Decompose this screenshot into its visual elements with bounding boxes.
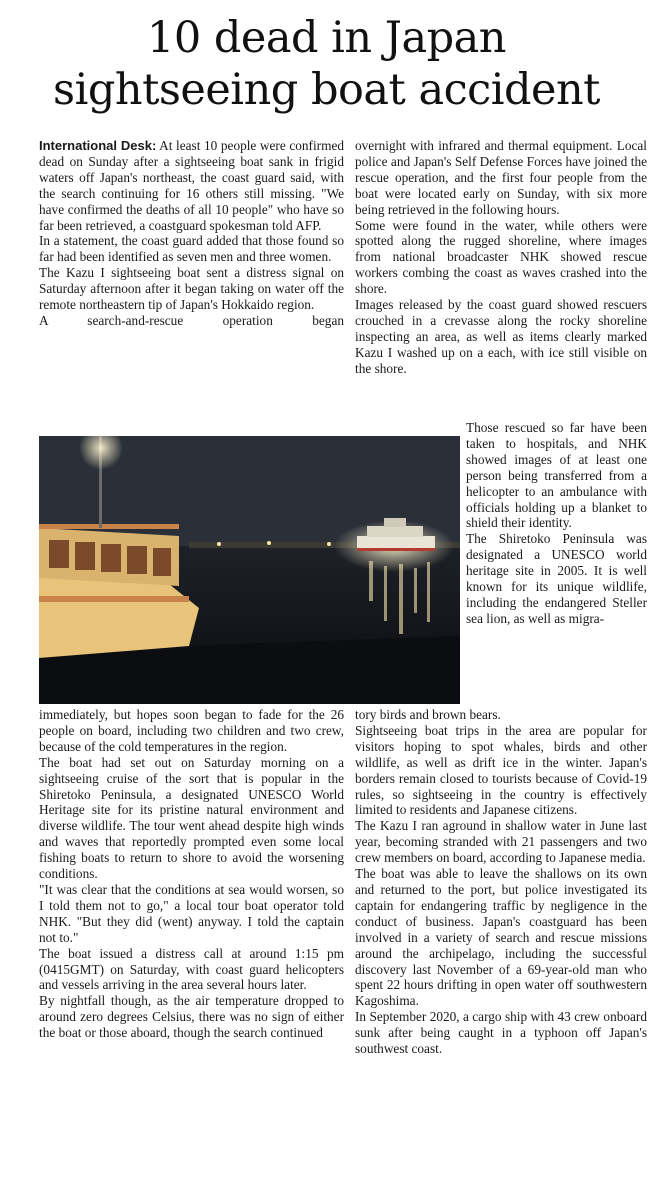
article-column-left-bottom [39, 707, 344, 1041]
paragraph: International Desk: At least 10 people were confirmed dead on Sunday after a sightseeing boat sank in frigid waters off Japan's northeast, the coast guard said, with the search continuing for 16 others still missing. "We have confirmed the deaths of all 10 people" who have so far been retrieved, a coastguard spokesman told AFP. [39, 138, 344, 233]
paragraph: "It was clear that the conditions at sea would worsen, so I told them not to go," a local tour boat operator told NHK. "But they did (went) anyway. I told the captain not to." [39, 881, 344, 945]
headline [10, 12, 643, 116]
paragraph: A search-and-rescue operation began [39, 312, 344, 328]
paragraph: Some were found in the water, while others were spotted along the rugged shoreline, where images from national broadcaster NHK showed rescue workers combing the coast as waves crashed into the shore. [355, 217, 647, 297]
tour-boat-trim [39, 596, 189, 602]
paragraph: overnight with infrared and thermal equipment. Local police and Japan's Self Defense Forces have joined the rescue operation, and the first four people from the boat were located early on Sunday, with six more being retrieved in the following hours. [355, 138, 647, 217]
paragraph: The Shiretoko Peninsula was designated a UNESCO world heritage site in 2005. It is well known for its unique wildlife, including the endangered Steller sea lion, as well as migra- [466, 531, 647, 626]
paragraph: The boat was able to leave the shallows on its own and returned to the port, but police investigated its captain for endangering traffic by negligence in the conduct of business. Japan's coastguard has been involved in a variety of search and rescue missions around the archipelago, including the successful discovery last November of a 69-year-old man who spent 22 hours drifting in open water off southwestern Kagoshima. [355, 866, 647, 1009]
paragraph: In September 2020, a cargo ship with 43 crew onboard sunk after being caught in a typhoon off Japan's southwest coast. [355, 1009, 647, 1057]
ferry-hull [357, 536, 435, 550]
shore-light [327, 542, 331, 546]
shore-light [267, 541, 271, 545]
shore-light [217, 542, 221, 546]
paragraph: Sightseeing boat trips in the area are popular for visitors hoping to spot whales, birds and other wildlife, as well as drift ice in the winter. Japan's borders remain closed to tourists because of Covid-19 rules, so sightseeing in the country is effectively limited to residents and Japanese citizens. [355, 722, 647, 818]
paragraph: By nightfall though, as the air temperature dropped to around zero degrees Celsius, there was no sign of either the boat or those aboard, though the search continued [39, 993, 344, 1041]
paragraph: Images released by the coast guard showed rescuers crouched in a crevasse along the rocky shoreline inspecting an area, as well as items clearly marked Kazu I washed up on a each, with ice still visible on the shore. [355, 297, 647, 376]
ferry-bridge [384, 518, 406, 527]
paragraph: The boat issued a distress call at around 1:15 pm (0415GMT) on Saturday, with coast guard helicopters and vessels arriving in the area several hours later. [39, 945, 344, 993]
paragraph: immediately, but hopes soon began to fade for the 26 people on board, including two children and two crew, because of the cold temperatures in the region. [39, 707, 344, 754]
paragraph: The Kazu I sightseeing boat sent a distress signal on Saturday afternoon after it began taking on water off the remote northeastern tip of Japan's Hokkaido region. [39, 265, 344, 313]
headline-line-2: sightseeing boat accident [53, 65, 600, 115]
headline-line-1: 10 dead in Japan [146, 13, 507, 63]
paragraph: In a statement, the coast guard added that those found so far had been identified as seven men and three women. [39, 233, 344, 265]
article-column-right-bottom [355, 707, 647, 1057]
tour-boat-rail [39, 524, 179, 529]
article-column-right-mid [466, 420, 647, 627]
article-column-left-top [39, 138, 344, 329]
boat-harbor-photo [39, 436, 460, 704]
ferry-stripe [357, 548, 435, 551]
paragraph: tory birds and brown bears. [355, 707, 501, 722]
photo-illustration [39, 436, 460, 704]
dateline: International Desk: [39, 138, 157, 153]
paragraph: Those rescued so far have been taken to hospitals, and NHK showed images of at least one person being transferred from a helicopter to an ambulance with officials holding up a blanket to shield their identity. [466, 420, 647, 531]
ferry-deck [367, 526, 423, 537]
paragraph: The boat had set out on Saturday morning on a sightseeing cruise of the sort that is popular in the Shiretoko Peninsula, a designated UNESCO World Heritage site for its pristine natural environment and diverse wildlife. The tour went ahead despite high winds and waves that reportedly prompted even some local fishing boats to return to shore to avoid the worsening conditions. [39, 754, 344, 882]
paragraph: The Kazu I ran aground in shallow water in June last year, becoming stranded with 21 passengers and two crew members on board, according to Japanese media. [355, 818, 647, 866]
article-column-right-top [355, 138, 647, 377]
